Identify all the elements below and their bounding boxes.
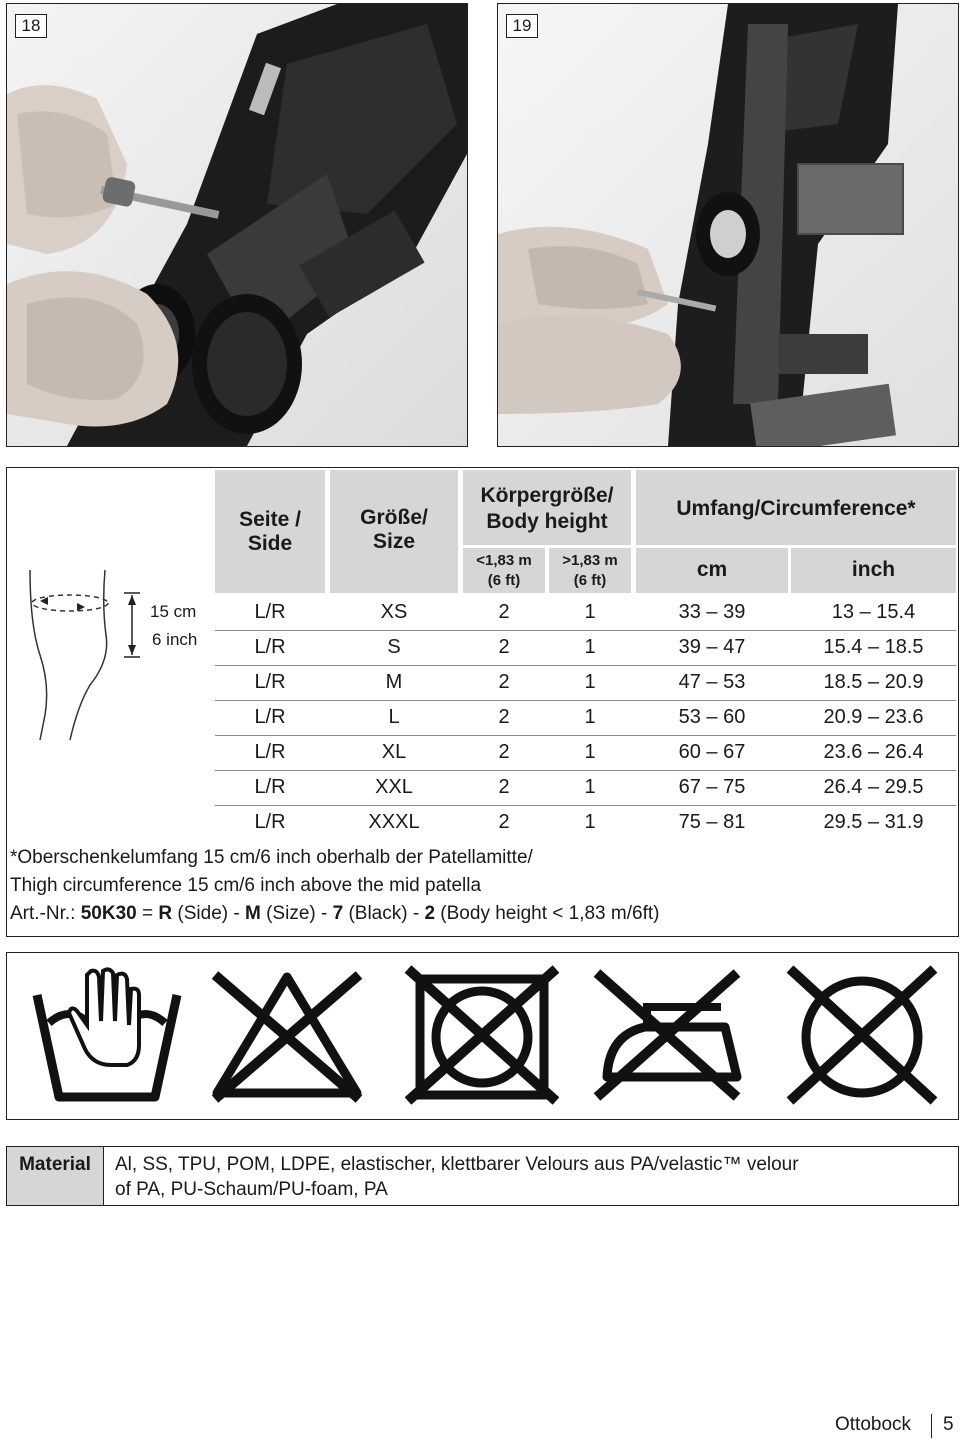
table-row: L/R XS 2 1 33 – 39 13 – 15.4: [254, 601, 916, 623]
material-label: Material: [7, 1147, 104, 1205]
table-row: L/R XXXL 2 1 75 – 81 29.5 – 31.9: [254, 811, 924, 833]
table-row: L/R S 2 1 39 – 47 15.4 – 18.5: [254, 636, 924, 658]
footer-divider: [931, 1414, 932, 1438]
table-row: L/R L 2 1 53 – 60 20.9 – 23.6: [254, 706, 924, 728]
header-size: Größe/ Size: [330, 470, 458, 593]
do-not-dry-clean-icon: [782, 965, 942, 1105]
hand-wash-icon: [27, 965, 187, 1105]
measure-inch-label: 6 inch: [152, 630, 198, 649]
do-not-tumble-dry-icon: [402, 965, 562, 1105]
material-table: [6, 1146, 959, 1206]
footnote-english: Thigh circumference 15 cm/6 inch above the mid patella: [10, 875, 482, 896]
footnote-german: *Oberschenkelumfang 15 cm/6 inch oberhalb der Patellamitte/: [10, 847, 533, 868]
header-side: Seite / Side: [215, 470, 325, 593]
header-circumference: Umfang/Circumference*: [636, 470, 956, 545]
knee-brace-photo-icon: [498, 4, 958, 446]
brand-name: Ottobock: [835, 1414, 912, 1435]
header-body-under-183: <1,83 m (6 ft): [463, 548, 545, 593]
header-body-over-183: >1,83 m (6 ft): [549, 548, 631, 593]
header-body-height: Körpergröße/ Body height: [463, 470, 631, 545]
figure-number: 18: [15, 14, 47, 38]
knee-brace-photo-icon: [7, 4, 467, 446]
figure-18: [6, 3, 468, 447]
table-row: L/R M 2 1 47 – 53 18.5 – 20.9: [254, 671, 924, 693]
figure-19: [497, 3, 959, 447]
care-symbols: [6, 952, 959, 1120]
measure-cm-label: 15 cm: [150, 602, 197, 621]
table-row: L/R XXL 2 1 67 – 75 26.4 – 29.5: [254, 776, 924, 798]
header-cm: cm: [636, 548, 788, 593]
header-inch: inch: [791, 548, 956, 593]
figure-number: 19: [506, 14, 538, 38]
do-not-iron-icon: [587, 965, 747, 1105]
table-row: L/R XL 2 1 60 – 67 23.6 – 26.4: [254, 741, 924, 763]
do-not-bleach-icon: [207, 965, 367, 1105]
page-number: 5: [943, 1414, 954, 1435]
material-text: Al, SS, TPU, POM, LDPE, elastischer, klettbarer Velours aus PA/velastic™ velour of PA, PU-Schaum/PU-foam, PA: [115, 1154, 799, 1200]
thigh-measurement-icon: [20, 565, 150, 745]
article-number: Art.-Nr.: 50K30 = R (Side) - M (Size) - 7 (Black) - 2 (Body height < 1,83 m/6ft): [10, 903, 660, 924]
